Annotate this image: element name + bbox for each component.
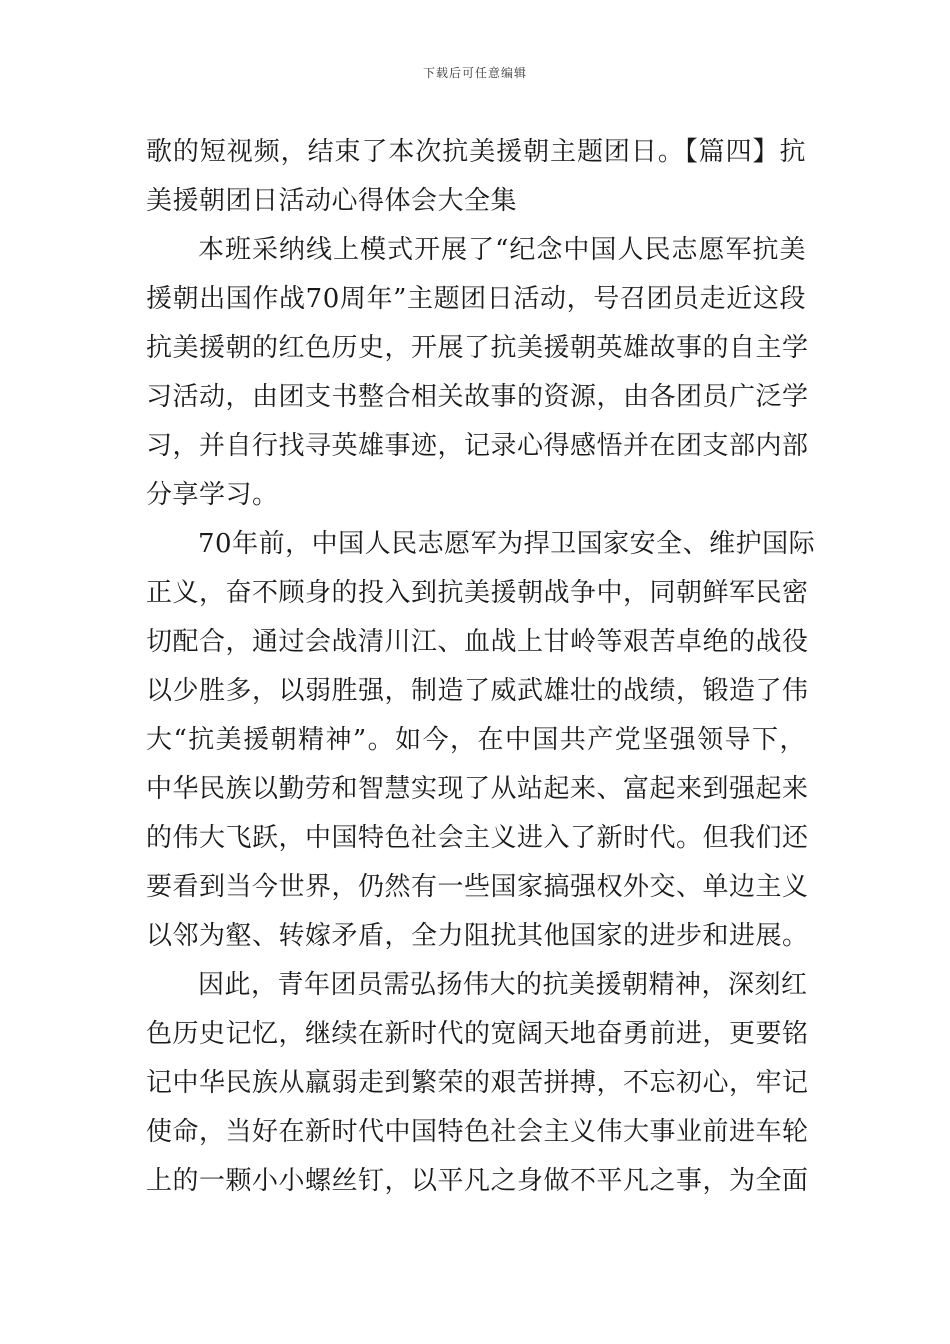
text-line: 援朝出国作战70周年”主题团日活动，号召团员走近这段 — [146, 284, 806, 314]
text-line: 以邻为壑、转嫁矛盾，全力阻扰其他国家的进步和进展。 — [146, 921, 809, 951]
text-line: 抗美援朝的红色历史，开展了抗美援朝英雄故事的自主学 — [146, 333, 809, 363]
page-header: 下载后可任意编辑 — [422, 66, 527, 80]
text-line: 上的一颗小小螺丝钉，以平凡之身做不平凡之事，为全面 — [146, 1166, 809, 1196]
text-line: 中华民族以勤劳和智慧实现了从站起来、富起来到强起来 — [146, 774, 809, 804]
text-line: 色历史记忆，继续在新时代的宽阔天地奋勇前进，更要铭 — [146, 1019, 809, 1049]
text-line: 分享学习。 — [146, 480, 279, 510]
text-line: 使命，当好在新时代中国特色社会主义伟大事业前进车轮 — [146, 1117, 809, 1147]
text-line: 的伟大飞跃，中国特色社会主义进入了新时代。但我们还 — [146, 823, 809, 853]
text-line: 习活动，由团支书整合相关故事的资源，由各团员广泛学 — [146, 382, 809, 412]
text-line: 切配合，通过会战清川江、血战上甘岭等艰苦卓绝的战役 — [146, 627, 809, 657]
paragraph-first-line: 70年前，中国人民志愿军为捍卫国家安全、维护国际 — [198, 529, 816, 559]
text-line: 正义，奋不顾身的投入到抗美援朝战争中，同朝鲜军民密 — [146, 578, 809, 608]
text-line: 要看到当今世界，仍然有一些国家搞强权外交、单边主义 — [146, 872, 809, 902]
text-line: 歌的短视频，结束了本次抗美援朝主题团日。【篇四】抗 — [146, 137, 806, 167]
text-line: 以少胜多，以弱胜强，制造了威武雄壮的战绩，锻造了伟 — [146, 676, 809, 706]
paragraph-first-line: 因此，青年团员需弘扬伟大的抗美援朝精神，深刻红 — [198, 970, 808, 1000]
text-line: 记中华民族从羸弱走到繁荣的艰苦拼搏，不忘初心，牢记 — [146, 1068, 809, 1098]
text-line: 美援朝团日活动心得体会大全集 — [146, 186, 518, 216]
text-line: 大“抗美援朝精神”。如今，在中国共产党坚强领导下， — [146, 725, 806, 755]
text-line: 习，并自行找寻英雄事迹，记录心得感悟并在团支部内部 — [146, 431, 809, 461]
document-body — [146, 128, 816, 1206]
paragraph-first-line: 本班采纳线上模式开展了“纪念中国人民志愿军抗美 — [198, 235, 806, 265]
